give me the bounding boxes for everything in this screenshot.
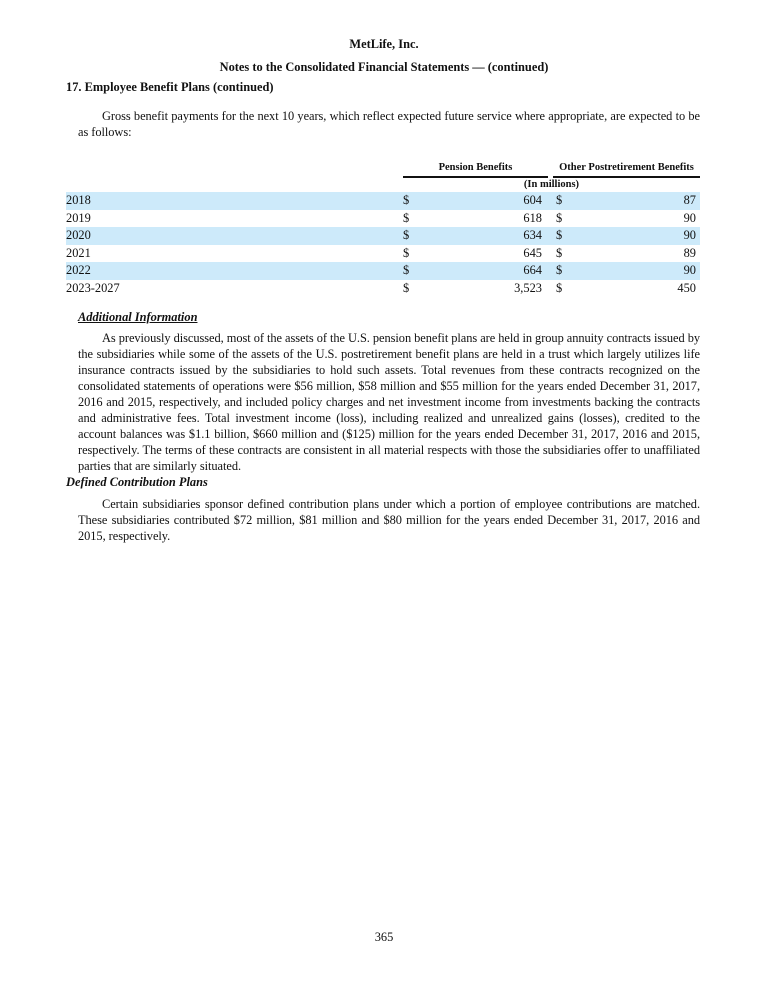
other-currency: $ (556, 280, 563, 295)
header-underline (403, 176, 548, 178)
pension-value: 645 (523, 245, 542, 260)
table-row (66, 192, 700, 210)
row-year: 2022 (66, 263, 91, 277)
other-currency: $ (556, 193, 563, 207)
benefit-payments-table (66, 192, 700, 297)
section-title: 17. Employee Benefit Plans (continued) (66, 80, 274, 94)
intro-paragraph: Gross benefit payments for the next 10 years, which reflect expected future service where appropriate, are expected to be as follows: (78, 109, 700, 139)
table-row (66, 227, 700, 245)
pension-value: 664 (523, 263, 542, 277)
other-value: 90 (683, 263, 696, 277)
row-year: 2021 (66, 245, 91, 260)
pension-currency: $ (403, 210, 410, 225)
pension-value: 634 (523, 228, 542, 242)
company-name: MetLife, Inc. (349, 37, 419, 51)
other-value: 90 (683, 228, 696, 242)
other-value: 87 (683, 193, 696, 207)
defined-contribution-paragraph: Certain subsidiaries sponsor defined contribution plans under which a portion of employee contributions are matched. These subsidiaries contributed $72 million, $81 million and $80 million for the years ended December 31, 2017, 2016 and 2015, respectively. (78, 497, 700, 543)
units-label: (In millions) (523, 179, 580, 190)
pension-currency: $ (403, 193, 410, 207)
other-value: 90 (683, 210, 696, 225)
page-number: 365 (374, 930, 394, 944)
pension-currency: $ (403, 280, 410, 295)
pension-currency: $ (403, 263, 410, 277)
table-row (66, 210, 700, 228)
header-pension-benefits: Pension Benefits (438, 162, 513, 173)
other-currency: $ (556, 210, 563, 225)
table-row (66, 262, 700, 280)
table-row (66, 280, 700, 298)
pension-currency: $ (403, 228, 410, 242)
row-year: 2023-2027 (66, 280, 120, 295)
defined-contribution-heading: Defined Contribution Plans (66, 475, 208, 489)
header-other-benefits: Other Postretirement Benefits (559, 162, 694, 173)
row-year: 2019 (66, 210, 91, 225)
pension-value: 618 (523, 210, 542, 225)
pension-value: 3,523 (514, 280, 542, 295)
other-currency: $ (556, 263, 563, 277)
other-value: 450 (677, 280, 696, 295)
additional-info-heading: Additional Information (78, 310, 198, 324)
other-currency: $ (556, 228, 563, 242)
other-currency: $ (556, 245, 563, 260)
row-year: 2018 (66, 193, 91, 207)
table-row (66, 245, 700, 263)
header-underline (553, 176, 700, 178)
pension-currency: $ (403, 245, 410, 260)
pension-value: 604 (523, 193, 542, 207)
additional-info-paragraph: As previously discussed, most of the assets of the U.S. pension benefit plans are held in group annuity contracts issued by the subsidiaries while some of the assets of the U.S. postretirement benefit plans are held in a trust which largely utilizes life insurance contracts issued by the subsidiaries to hold such assets. Total revenues from these contracts recognized on the consolidated statements of operations were $56 million, $58 million and $55 million for the years ended December 31, 2017, 2016 and 2015, respectively, and included policy charges and net investment income from investments backing the contracts and administrative fees. Total investment income (loss), including realized and unrealized gains (losses), credited to the account balances was $1.1 billion, $660 million and ($125) million for the years ended December 31, 2017, 2016 and 2015, respectively. The terms of these contracts are consistent in all material respects with those the subsidiaries offer to unaffiliated parties that are similarly situated. (78, 331, 700, 473)
row-year: 2020 (66, 228, 91, 242)
page-subtitle: Notes to the Consolidated Financial Statements — (continued) (219, 60, 549, 74)
other-value: 89 (683, 245, 696, 260)
